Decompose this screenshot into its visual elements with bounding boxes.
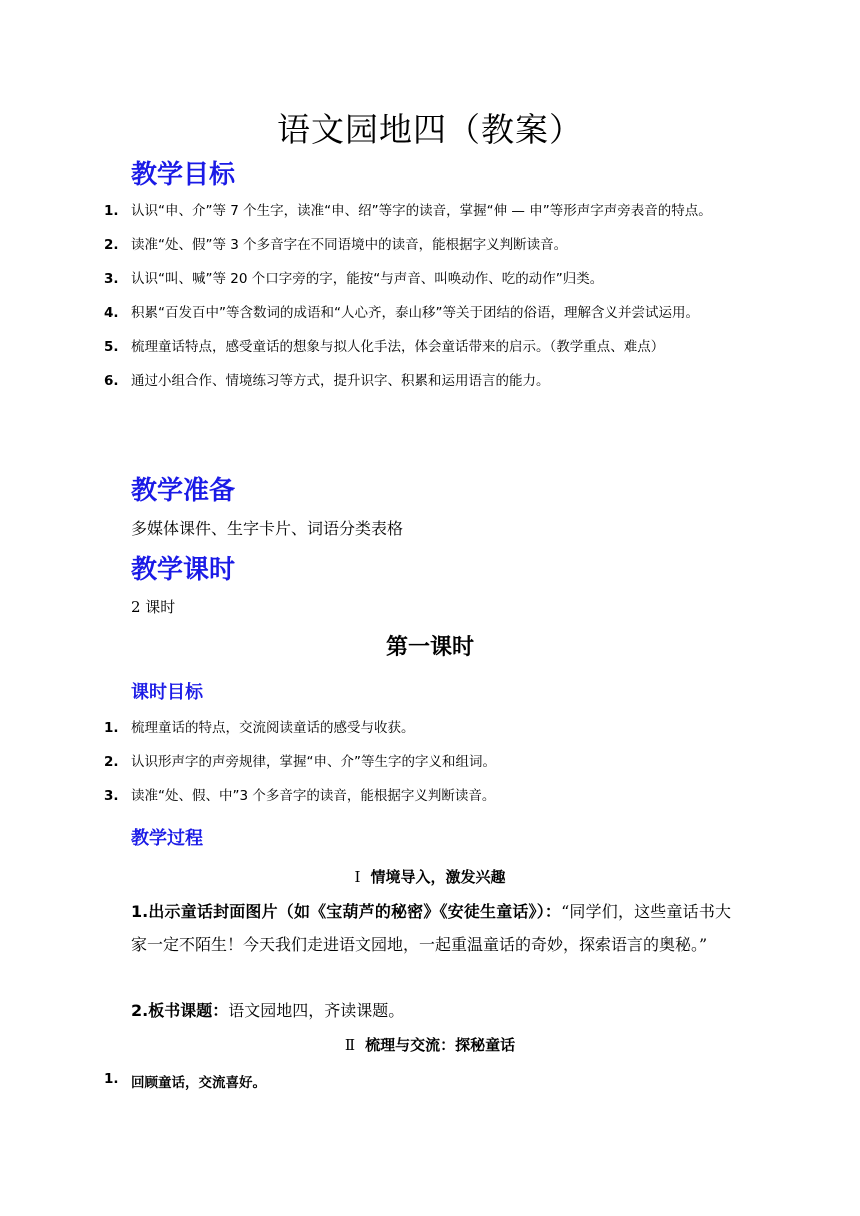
step-heading bbox=[0, 1034, 860, 1055]
step-numeral: Ⅰ bbox=[354, 868, 361, 886]
list-item-number: 6. bbox=[104, 373, 119, 389]
paragraph-text: “同学们，这些童话书大家一定不陌生！今天我们走进语文园地，一起重温童话的奇妙，探索语言的奥秘。” bbox=[131, 902, 731, 954]
list-item bbox=[0, 262, 860, 296]
list-item-text: 通过小组合作、情境练习等方式，提升识字、积累和运用语言的能力。 bbox=[131, 373, 550, 389]
list-item-text: 认识“申、介”等 7 个生字，读准“申、绍”等字的读音，掌握“伸 — 申”等形声字声旁表音的特点。 bbox=[131, 203, 712, 219]
step-title: 情境导入，激发兴趣 bbox=[370, 868, 506, 886]
step-heading bbox=[0, 866, 860, 887]
list-item bbox=[0, 194, 860, 228]
list-item-number: 5. bbox=[104, 339, 119, 355]
hours-text: 2 课时 bbox=[131, 598, 176, 616]
prep-heading: 教学准备 bbox=[131, 476, 236, 506]
list-item-number: 3. bbox=[104, 271, 119, 287]
list-item-number: 2. bbox=[104, 237, 119, 253]
list-item bbox=[0, 711, 860, 745]
goals-list bbox=[0, 194, 860, 398]
prep-text: 多媒体课件、生字卡片、词语分类表格 bbox=[131, 519, 404, 538]
list-item-number: 1. bbox=[104, 203, 119, 219]
paragraph-text: 语文园地四，齐读课题。 bbox=[228, 1001, 405, 1020]
list-item bbox=[0, 779, 860, 813]
list-item-number: 3. bbox=[104, 788, 119, 804]
list-item-number: 4. bbox=[104, 305, 119, 321]
list-item-text: 认识形声字的声旁规律，掌握“申、介”等生字的字义和组词。 bbox=[131, 754, 496, 770]
goals-heading: 教学目标 bbox=[131, 160, 236, 190]
paragraph-lead: 2.板书课题： bbox=[131, 1001, 229, 1020]
hours-heading: 教学课时 bbox=[131, 555, 236, 585]
step-title: 梳理与交流：探秘童话 bbox=[365, 1036, 516, 1054]
document-title: 语文园地四（教案） bbox=[277, 110, 583, 149]
list-item-text: 积累“百发百中”等含数词的成语和“人心齐，泰山移”等关于团结的俗语，理解含义并尝试运用。 bbox=[131, 305, 699, 321]
list-item-number: 1. bbox=[104, 720, 119, 736]
list-item-text: 认识“叫、喊”等 20 个口字旁的字，能按“与声音、叫唤动作、吃的动作”归类。 bbox=[131, 271, 604, 287]
lesson-title: 第一课时 bbox=[385, 635, 474, 660]
list-item bbox=[0, 228, 860, 262]
list-item-text: 回顾童话，交流喜好。 bbox=[131, 1075, 266, 1091]
list-item bbox=[0, 296, 860, 330]
list-item bbox=[0, 330, 860, 364]
list-item-text: 梳理童话的特点，交流阅读童话的感受与收获。 bbox=[131, 720, 415, 736]
list-item-text: 读准“处、假、中”3 个多音字的读音，能根据字义判断读音。 bbox=[131, 788, 496, 804]
lesson-goals-heading: 课时目标 bbox=[131, 682, 203, 703]
list-item bbox=[0, 745, 860, 779]
step-numeral: Ⅱ bbox=[344, 1036, 356, 1054]
paragraph bbox=[131, 895, 731, 961]
list-item-text: 梳理童话特点，感受童话的想象与拟人化手法，体会童话带来的启示。（教学重点、难点） bbox=[131, 339, 665, 355]
process-heading: 教学过程 bbox=[131, 828, 203, 849]
paragraph-lead: 1.出示童话封面图片（如《宝葫芦的秘密》《安徒生童话》）： bbox=[131, 902, 562, 921]
list-item-number: 1. bbox=[104, 1071, 119, 1087]
list-item-number: 2. bbox=[104, 754, 119, 770]
list-item bbox=[0, 364, 860, 398]
paragraph bbox=[131, 994, 731, 1027]
list-item-text: 读准“处、假”等 3 个多音字在不同语境中的读音，能根据字义判断读音。 bbox=[131, 237, 568, 253]
lesson-goals-list bbox=[0, 711, 860, 813]
